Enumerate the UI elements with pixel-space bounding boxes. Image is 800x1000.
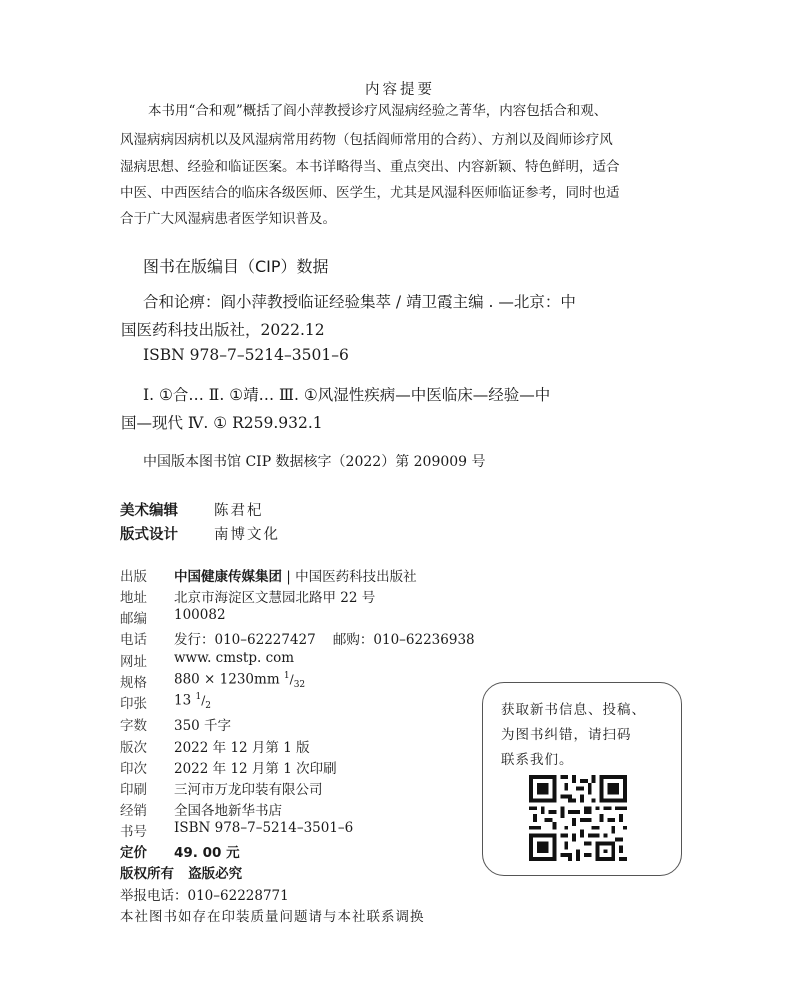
phone-value: 发行：010–62227427 邮购：010–62236938 xyxy=(174,632,475,648)
postcode-label: 邮编 xyxy=(120,611,147,627)
edition-label: 版次 xyxy=(120,740,147,756)
format-size: 880 × 1230mm xyxy=(174,671,280,688)
publisher-group: 中国健康传媒集团 xyxy=(174,569,282,585)
postcode-value: 100082 xyxy=(174,607,226,623)
cip-record-number: 中国版本图书馆 CIP 数据核字（2022）第 209009 号 xyxy=(143,454,486,470)
sheets-label: 印张 xyxy=(120,696,147,712)
format-label: 规格 xyxy=(120,675,147,691)
art-editor-value: 陈君杞 xyxy=(214,503,264,519)
publisher-separator: | xyxy=(286,569,291,585)
cip-isbn: ISBN 978–7–5214–3501–6 xyxy=(143,346,349,364)
sheets-value: 13 $^1/_2$ xyxy=(174,692,211,712)
summary-title: 内容提要 xyxy=(365,82,435,98)
publisher-name: 中国医药科技出版社 xyxy=(295,569,417,585)
edition-value: 2022 年 12 月第 1 版 xyxy=(174,740,310,756)
summary-line-3: 湿病思想、经验和临证医案。本书详略得当、重点突出、内容新颖、特色鲜明，适合 xyxy=(120,159,620,175)
sheets-number: 13 xyxy=(174,692,192,709)
qr-code-icon[interactable] xyxy=(529,775,627,861)
art-editor-label: 美术编辑 xyxy=(120,503,178,519)
report-phone: 举报电话：010–62228771 xyxy=(120,888,289,904)
summary-line-4: 中医、中西医结合的临床各级医师、医学生，尤其是风湿科医师临证参考，同时也适 xyxy=(120,185,620,201)
website-label: 网址 xyxy=(120,654,147,670)
sheets-fraction-denominator: 2 xyxy=(205,701,211,712)
format-value: 880 × 1230mm $^1/_{32}$ xyxy=(174,671,306,691)
price-label: 定价 xyxy=(120,845,147,861)
format-fraction-numerator: 1 xyxy=(283,671,290,681)
book-number-label: 书号 xyxy=(120,824,147,840)
cip-classification-1: Ⅰ. ①合… Ⅱ. ①靖… Ⅲ. ①风湿性疾病—中医临床—经验—中 xyxy=(143,386,551,404)
publisher-label: 出版 xyxy=(120,569,147,585)
qr-text-line-3: 联系我们。 xyxy=(501,752,574,768)
publisher-value xyxy=(174,565,417,585)
phone-label: 电话 xyxy=(120,632,147,648)
address-label: 地址 xyxy=(120,590,147,606)
book-number-value: ISBN 978–7–5214–3501–6 xyxy=(174,820,354,836)
price-value: 49. 00 元 xyxy=(174,845,240,861)
summary-line-5: 合于广大风湿病患者医学知识普及。 xyxy=(120,211,336,227)
cip-classification-2: 国—现代 Ⅳ. ① R259.932.1 xyxy=(121,414,323,432)
format-fraction-denominator: 32 xyxy=(293,680,306,691)
website-value: www. cmstp. com xyxy=(174,650,295,666)
word-count-label: 字数 xyxy=(120,718,147,734)
summary-line-2: 风湿病病因病机以及风湿病常用药物（包括阎师常用的合药）、方剂以及阎师诊疗风 xyxy=(120,132,613,148)
qr-text-line-2: 为图书纠错，请扫码 xyxy=(501,727,632,743)
qr-text-line-1: 获取新书信息、投稿、 xyxy=(501,702,646,718)
printer-label: 印刷 xyxy=(120,782,147,798)
distributor-label: 经销 xyxy=(120,803,147,819)
sheets-fraction-numerator: 1 xyxy=(195,692,202,702)
summary-line-1: 本书用“合和观”概括了阎小萍教授诊疗风湿病经验之菁华，内容包括合和观、 xyxy=(148,103,608,119)
cip-title-line-2: 国医药科技出版社，2022.12 xyxy=(121,321,325,339)
cip-title-line-1: 合和论痹：阎小萍教授临证经验集萃 / 靖卫霞主编 . —北京：中 xyxy=(143,293,576,311)
quality-notice: 本社图书如存在印装质量问题请与本社联系调换 xyxy=(120,909,425,925)
word-count-value: 350 千字 xyxy=(174,718,232,734)
printer-value: 三河市万龙印装有限公司 xyxy=(174,782,323,798)
printing-label: 印次 xyxy=(120,761,147,777)
distributor-value: 全国各地新华书店 xyxy=(174,803,282,819)
address-value: 北京市海淀区文慧园北路甲 22 号 xyxy=(174,590,376,606)
copyright-notice: 版权所有 盗版必究 xyxy=(120,866,243,882)
cip-heading: 图书在版编目（CIP）数据 xyxy=(143,257,329,276)
layout-design-label: 版式设计 xyxy=(120,527,178,543)
printing-value: 2022 年 12 月第 1 次印刷 xyxy=(174,761,337,777)
layout-design-value: 南博文化 xyxy=(214,527,280,543)
